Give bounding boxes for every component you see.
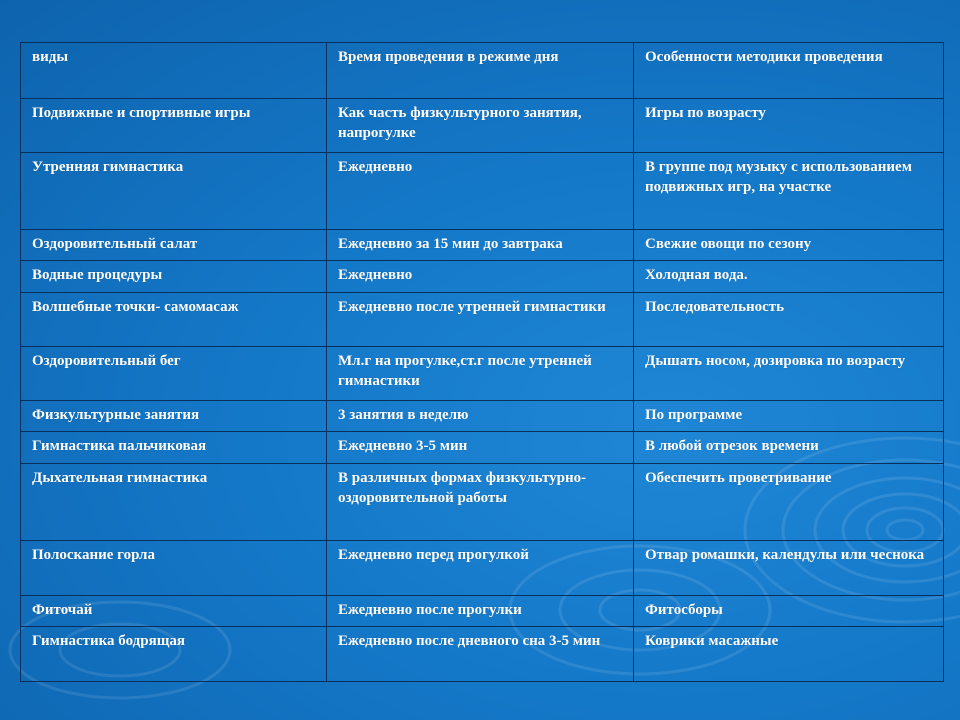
table-cell: Мл.г на прогулке,ст.г после утренней гимнастики bbox=[327, 347, 634, 401]
table-cell: Подвижные и спортивные игры bbox=[21, 99, 327, 153]
table-cell: Водные процедуры bbox=[21, 261, 327, 293]
table-cell: Свежие овощи по сезону bbox=[634, 230, 944, 261]
table-cell: Ежедневно после дневного сна 3-5 мин bbox=[327, 627, 634, 682]
header-cell-time: Время проведения в режиме дня bbox=[327, 43, 634, 99]
table-cell: Ежедневно 3-5 мин bbox=[327, 432, 634, 464]
table-cell: Ежедневно перед прогулкой bbox=[327, 541, 634, 596]
header-cell-method: Особенности методики проведения bbox=[634, 43, 944, 99]
table-cell: Ежедневно после прогулки bbox=[327, 596, 634, 627]
table-row bbox=[21, 230, 944, 261]
table-cell: Гимнастика пальчиковая bbox=[21, 432, 327, 464]
table-cell: В группе под музыку с использованием подвижных игр, на участке bbox=[634, 153, 944, 230]
table-cell: Гимнастика бодрящая bbox=[21, 627, 327, 682]
table-cell: Дыхательная гимнастика bbox=[21, 464, 327, 541]
table-row bbox=[21, 347, 944, 401]
table-cell: Холодная вода. bbox=[634, 261, 944, 293]
table-header-row bbox=[21, 43, 944, 99]
table-row bbox=[21, 261, 944, 293]
table-cell: Утренняя гимнастика bbox=[21, 153, 327, 230]
table-row bbox=[21, 464, 944, 541]
table-row bbox=[21, 432, 944, 464]
table-cell: Волшебные точки- самомасаж bbox=[21, 293, 327, 347]
table-cell: Игры по возрасту bbox=[634, 99, 944, 153]
table-cell: Отвар ромашки, календулы или чеснока bbox=[634, 541, 944, 596]
table-cell: Дышать носом, дозировка по возрасту bbox=[634, 347, 944, 401]
table-row bbox=[21, 541, 944, 596]
table-cell: Ежедневно после утренней гимнастики bbox=[327, 293, 634, 347]
table-cell: В любой отрезок времени bbox=[634, 432, 944, 464]
table-cell: Обеспечить проветривание bbox=[634, 464, 944, 541]
table-cell: 3 занятия в неделю bbox=[327, 401, 634, 432]
table-cell: Оздоровительный бег bbox=[21, 347, 327, 401]
table-cell: Ежедневно bbox=[327, 153, 634, 230]
table-row bbox=[21, 627, 944, 682]
table-row bbox=[21, 293, 944, 347]
table-cell: Полоскание горла bbox=[21, 541, 327, 596]
table-cell: По программе bbox=[634, 401, 944, 432]
table-row bbox=[21, 401, 944, 432]
table-row bbox=[21, 99, 944, 153]
table-cell: Фиточай bbox=[21, 596, 327, 627]
table-cell: В различных формах физкультурно-оздоровительной работы bbox=[327, 464, 634, 541]
table-cell: Как часть физкультурного занятия, напрогулке bbox=[327, 99, 634, 153]
table-cell: Оздоровительный салат bbox=[21, 230, 327, 261]
table-cell: Коврики масажные bbox=[634, 627, 944, 682]
table-cell: Ежедневно за 15 мин до завтрака bbox=[327, 230, 634, 261]
table-cell: Последовательность bbox=[634, 293, 944, 347]
table-row bbox=[21, 153, 944, 230]
health-activities-table bbox=[20, 42, 944, 682]
table-row bbox=[21, 596, 944, 627]
table-cell: Фитосборы bbox=[634, 596, 944, 627]
header-cell-types: виды bbox=[21, 43, 327, 99]
table-cell: Физкультурные занятия bbox=[21, 401, 327, 432]
table-cell: Ежедневно bbox=[327, 261, 634, 293]
